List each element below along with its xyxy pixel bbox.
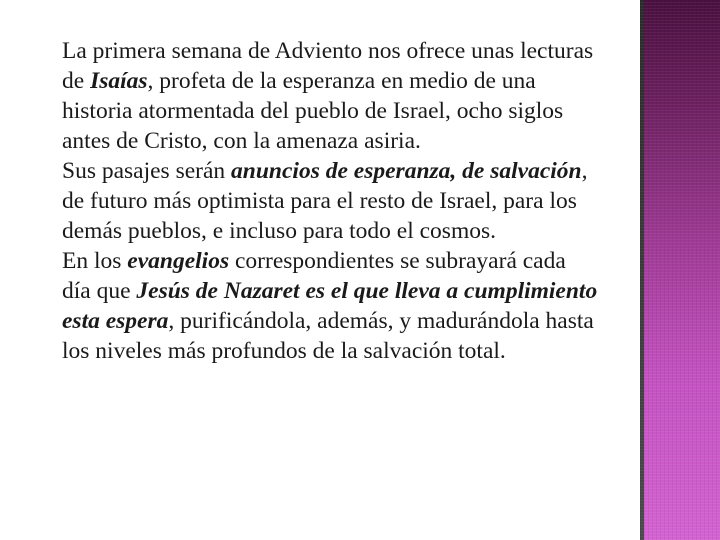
bullet-item [30,36,600,156]
bullet-text [62,36,600,156]
text-segment: La primera semana de Adviento nos ofrece unas lecturas de [62,38,594,94]
emphasis-segment: anuncios de esperanza, de salvación [231,158,582,184]
sidebar-texture [640,0,720,540]
text-segment: , purificándola, además, y madurándola hasta los niveles más profundos de la salvación total. [62,308,594,364]
bullet-text [62,156,600,246]
text-segment: correspondientes se subrayará cada día que [62,248,566,304]
bullet-text [62,246,600,366]
text-segment: Sus pasajes serán [62,158,232,184]
bullet-list [30,36,600,366]
emphasis-segment: evangelios [127,248,230,274]
text-segment: En los [62,248,128,274]
emphasis-segment: Jesús de Nazaret es el que lleva a cumplimiento esta espera [62,278,598,334]
bullet-item [30,156,600,246]
emphasis-segment: Isaías [90,68,148,94]
bullet-item [30,246,600,366]
text-segment: , profeta de la esperanza en medio de una historia atormentada del pueblo de Israel, ocho siglos antes de Cristo, con la amenaza asiria. [62,68,564,154]
decorative-sidebar [640,0,720,540]
text-segment: , de futuro más optimista para el resto de Israel, para los demás pueblos, e incluso para todo el cosmos. [62,158,588,244]
